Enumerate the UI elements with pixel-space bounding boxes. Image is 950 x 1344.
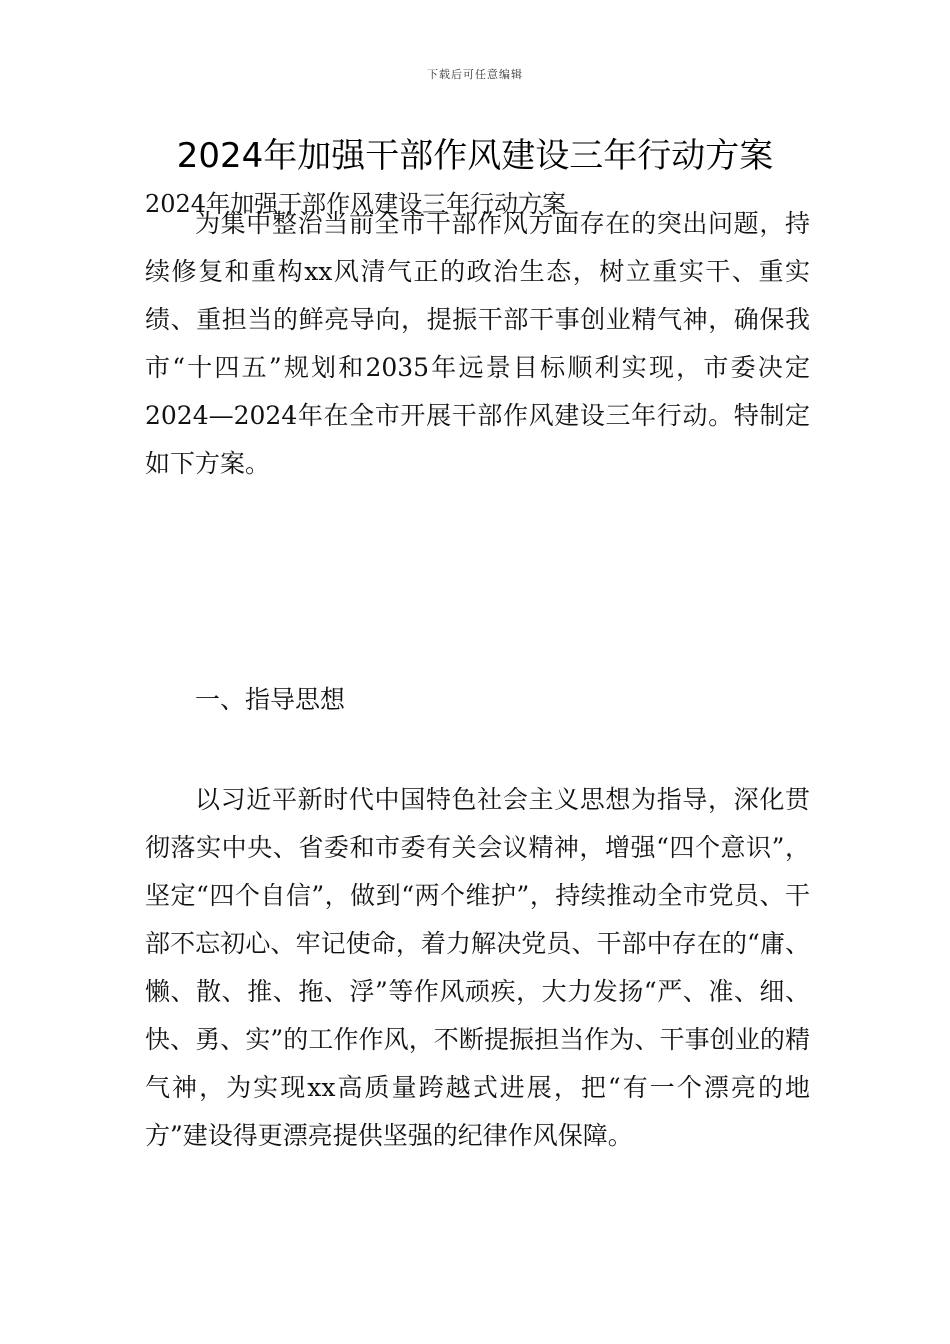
header-note: 下载后可任意编辑 (427, 68, 523, 81)
document-subtitle: 2024年加强干部作风建设三年行动方案 (145, 190, 567, 218)
intro-paragraph: 为集中整治当前全市干部作风方面存在的突出问题，持续修复和重构xx风清气正的政治生态，树立重实干、重实绩、重担当的鲜亮导向，提振干部干事创业精气神，确保我市“十四五”规划和2035年远景目标顺利实现，市委决定2024—2024年在全市开展干部作风建设三年行动。特制定如下方案。 (145, 209, 810, 478)
document-title: 2024年加强干部作风建设三年行动方案 (176, 136, 774, 176)
section-heading-guiding-ideology: 一、指导思想 (195, 685, 346, 714)
section-paragraph-guiding-ideology: 以习近平新时代中国特色社会主义思想为指导，深化贯彻落实中央、省委和市委有关会议精神，增强“四个意识”，坚定“四个自信”，做到“两个维护”，持续推动全市党员、干部不忘初心、牢记使命，着力解决党员、干部中存在的“庸、懒、散、推、拖、浮”等作风顽疾，大力发扬“严、准、细、快、勇、实”的工作作风，不断提振担当作为、干事创业的精气神，为实现xx高质量跨越式进展，把“有一个漂亮的地方”建设得更漂亮提供坚强的纪律作风保障。 (145, 785, 810, 1150)
